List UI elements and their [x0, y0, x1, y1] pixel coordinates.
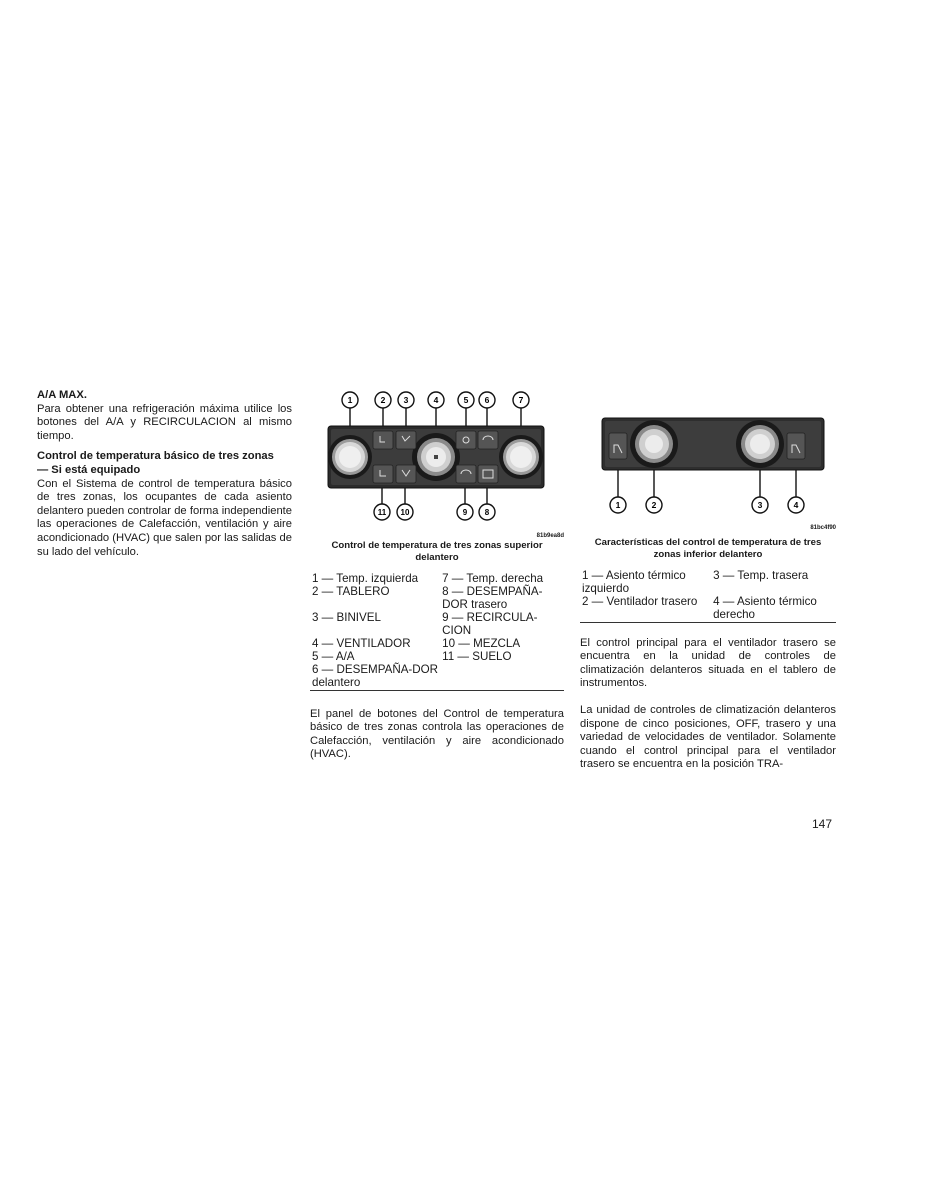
callout-4 [428, 392, 444, 408]
paragraph-front-panel: El panel de botones del Control de temperatura básico de tres zonas controla las operaciones de Calefacción, ventilación y aire acondicionado (HVAC). [310, 707, 564, 761]
svg-text:3: 3 [403, 395, 409, 405]
callout-9 [457, 504, 473, 520]
svg-text:11: 11 [377, 508, 387, 517]
svg-text:6: 6 [484, 395, 490, 405]
section-title [37, 450, 292, 477]
callout-3 [752, 497, 768, 513]
right-column [580, 413, 836, 772]
svg-text:10: 10 [400, 508, 410, 517]
rear-temp-knob [736, 420, 784, 468]
legend-cell: 4 — Asiento térmico derecho [713, 594, 817, 621]
figure-caption: Características del control de temperatura de tres zonas inferior delantero [594, 536, 822, 560]
middle-column [310, 391, 564, 762]
paragraph-section: Con el Sistema de control de temperatura básico de tres zonas, los ocupantes de cada asiento delantero pueden controlar de forma independiente las operaciones de Calefacción, ventilación y aire acondicionado (HVAC) que salen por las salidas de su lado del vehículo. [37, 477, 292, 558]
left-temp-knob [328, 435, 372, 479]
section-title-line1: Control de temperatura básico de tres zonas [37, 450, 274, 463]
legend-cell: 11 — SUELO [442, 649, 512, 663]
legend-cell: 5 — A/A [312, 649, 355, 663]
paragraph-amax: Para obtener una refrigeración máxima utilice los botones del A/A y RECIRCULACION al mismo tiempo. [37, 402, 292, 442]
legend-cell: 2 — Ventilador trasero [582, 594, 698, 608]
svg-text:8: 8 [484, 508, 490, 517]
legend-cell: 8 — DESEMPAÑA-DOR trasero [442, 584, 543, 611]
svg-text:1: 1 [615, 500, 621, 510]
legend-cell: 3 — Temp. trasera [713, 568, 809, 582]
legend-row [310, 650, 564, 663]
right-temp-knob [499, 435, 543, 479]
legend-cell: 2 — TABLERO [312, 584, 390, 598]
panel-button [396, 465, 416, 483]
legend-row [580, 595, 836, 621]
legend-cell: 1 — Asiento térmico izquierdo [582, 568, 686, 595]
svg-text:2: 2 [380, 395, 386, 405]
legend-row [310, 663, 564, 689]
legend-cell: 3 — BINIVEL [312, 610, 381, 624]
legend-cell: 10 — MEZCLA [442, 636, 521, 650]
figure-front-panel [310, 391, 564, 540]
legend-cell: 4 — VENTILADOR [312, 636, 411, 650]
svg-text:3: 3 [757, 500, 763, 510]
callout-11 [374, 504, 390, 520]
figure-id: 81b9ea8d [536, 532, 564, 539]
legend-row [580, 569, 836, 595]
panel-button [478, 465, 498, 483]
callout-10 [397, 504, 413, 520]
svg-text:9: 9 [462, 508, 468, 517]
legend-cell: 1 — Temp. izquierda [312, 571, 419, 585]
rear-callouts [610, 497, 804, 513]
callouts-top [342, 392, 529, 408]
heading-amax: A/A MAX. [37, 389, 87, 401]
figure-rear-panel [580, 413, 836, 532]
callout-6 [479, 392, 495, 408]
legend-rear [580, 569, 836, 623]
callout-2 [375, 392, 391, 408]
left-column [37, 389, 292, 559]
callout-1 [342, 392, 358, 408]
svg-text:4: 4 [433, 395, 439, 405]
front-panel-illustration [310, 391, 564, 526]
svg-text:5: 5 [463, 395, 469, 405]
svg-text:1: 1 [347, 395, 353, 405]
legend-cell: 6 — DESEMPAÑA-DOR delantero [312, 662, 439, 689]
legend-row [310, 637, 564, 650]
svg-text:2: 2 [651, 500, 657, 510]
paragraph-rear-1: El control principal para el ventilador trasero se encuentra en la unidad de controles de climatización delanteros situada en el tablero de instrumentos. [580, 636, 836, 690]
panel-button [456, 431, 476, 449]
panel-button [456, 465, 476, 483]
panel-button [373, 431, 393, 449]
legend-front [310, 572, 564, 691]
legend-cell [440, 663, 564, 689]
callout-2 [646, 497, 662, 513]
fan-knob [412, 433, 460, 481]
svg-text:7: 7 [518, 395, 524, 405]
figure-id: 81bc4f90 [810, 524, 836, 531]
callout-8 [479, 504, 495, 520]
svg-text:4: 4 [793, 500, 799, 510]
panel-button [373, 465, 393, 483]
paragraph-rear-2: La unidad de controles de climatización delanteros dispone de cinco posiciones, OFF, trasero y una variedad de velocidades de ventilador. Solamente cuando el control principal para el ventilador trasero se encuentra en la posición TRA- [580, 703, 836, 771]
legend-row [310, 585, 564, 611]
figure-caption: Control de temperatura de tres zonas superior delantero [331, 539, 543, 563]
callout-1 [610, 497, 626, 513]
legend-cell: 9 — RECIRCULA-CION [442, 610, 538, 637]
rear-fan-knob [630, 420, 678, 468]
callout-7 [513, 392, 529, 408]
legend-cell: 7 — Temp. derecha [442, 571, 544, 585]
callouts-bottom [374, 504, 495, 520]
callout-4 [788, 497, 804, 513]
panel-button [478, 431, 498, 449]
legend-row [310, 611, 564, 637]
callout-3 [398, 392, 414, 408]
callout-5 [458, 392, 474, 408]
page-number: 147 [812, 817, 833, 831]
section-title-line2: — Si está equipado [37, 463, 141, 476]
rear-panel-illustration [580, 413, 836, 518]
legend-row [310, 572, 564, 585]
